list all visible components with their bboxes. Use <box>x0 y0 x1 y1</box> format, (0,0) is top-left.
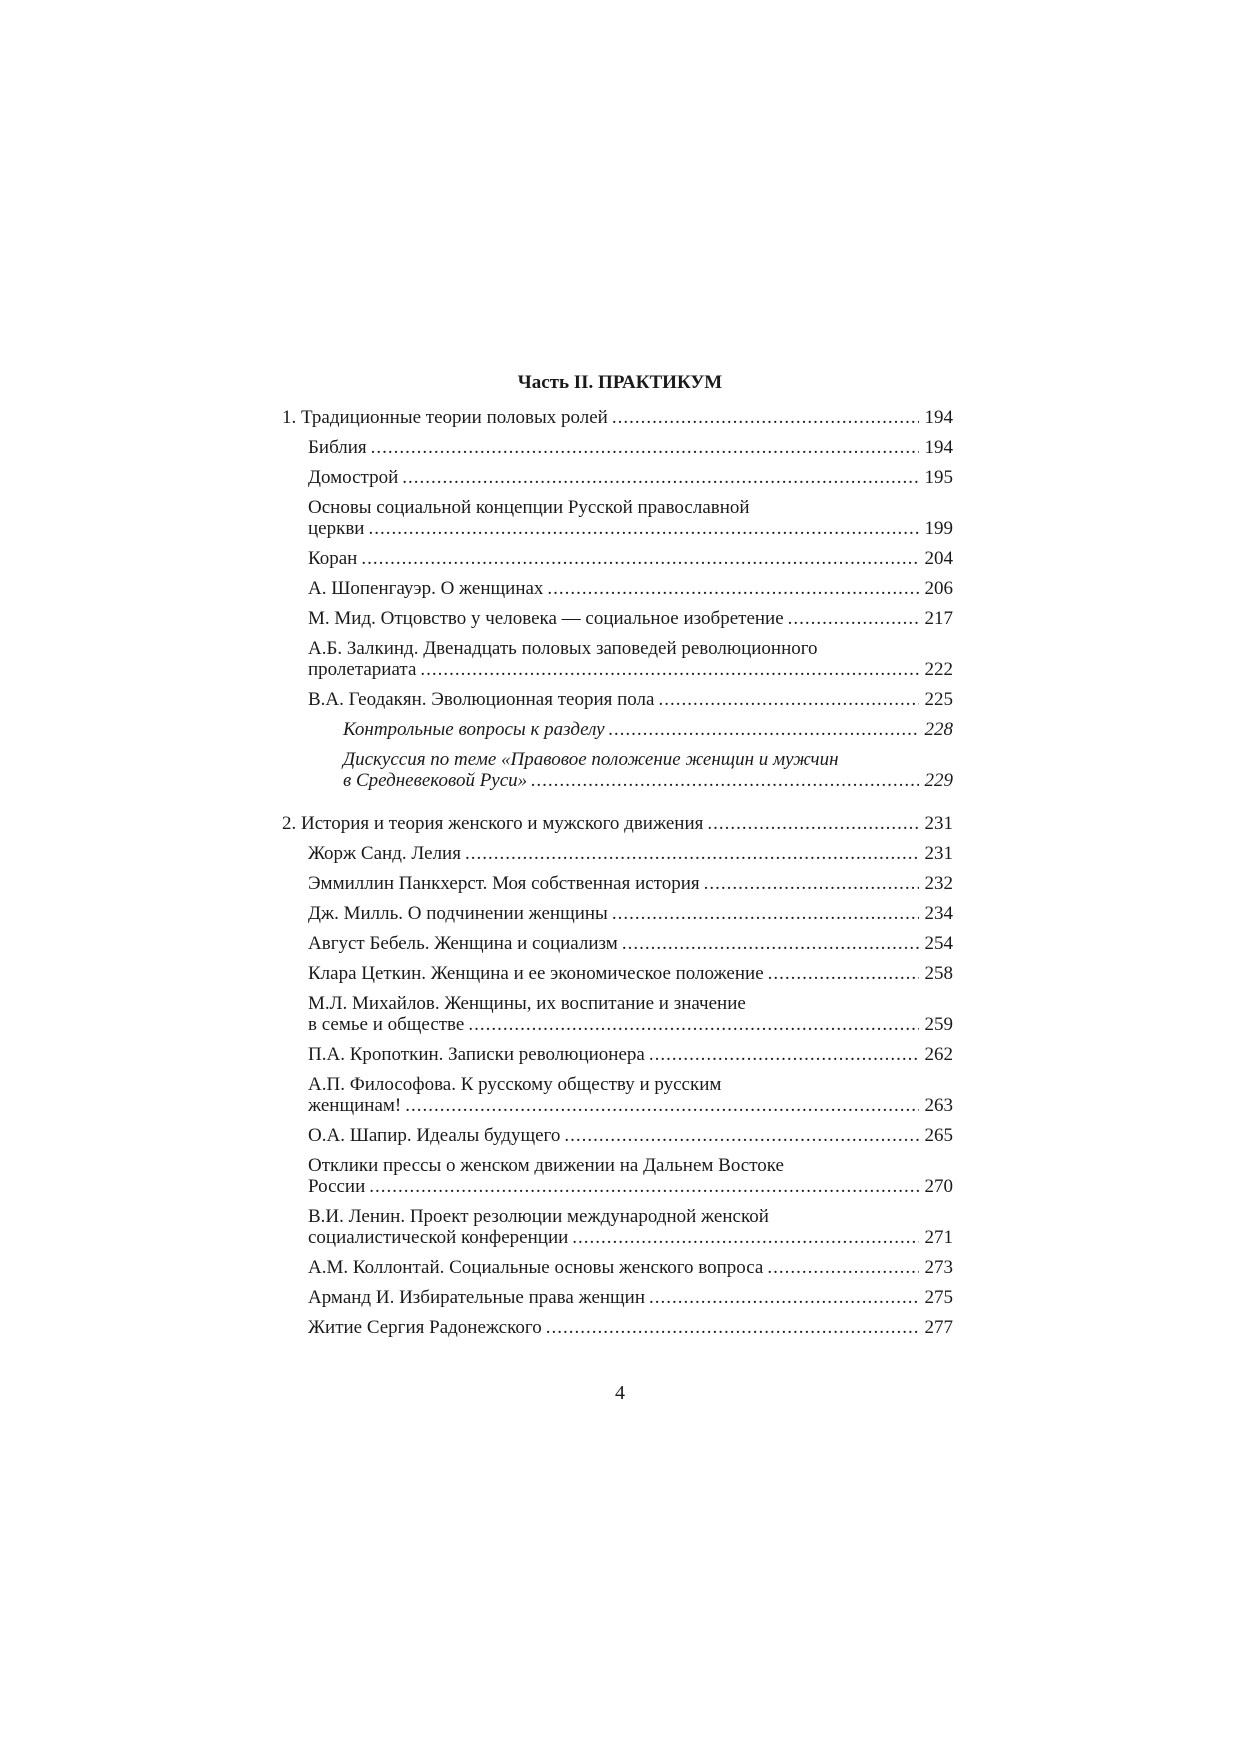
toc-entry-page-number: 262 <box>924 1044 953 1065</box>
toc-entry[interactable] <box>282 689 953 710</box>
toc-entry-page-number: 265 <box>924 1125 953 1146</box>
toc-entry-title: Жорж Санд. Лелия <box>308 843 461 864</box>
toc-entry-page-number: 270 <box>924 1176 953 1197</box>
page-number: 4 <box>615 1382 625 1404</box>
toc-entry-title-line: А.П. Философова. К русскому обществу и русским <box>308 1074 722 1095</box>
toc-entry-page-number: 231 <box>924 813 953 834</box>
toc-entry-title: О.А. Шапир. Идеалы будущего <box>308 1125 561 1146</box>
toc-entry-page-number: 229 <box>924 770 953 791</box>
dot-leader <box>547 578 918 599</box>
toc-entry-title-line: А.Б. Залкинд. Двенадцать половых заповедей революционного <box>308 638 818 659</box>
toc-entry[interactable] <box>282 437 953 458</box>
toc-entry[interactable] <box>282 1044 953 1065</box>
dot-leader <box>546 1317 919 1338</box>
toc-entry[interactable] <box>282 1317 953 1338</box>
dot-leader <box>767 1257 918 1278</box>
toc-entry-title: Арманд И. Избирательные права женщин <box>308 1287 646 1308</box>
toc-entry-page-number: 199 <box>924 518 953 539</box>
toc-entry-page-number: 204 <box>924 548 953 569</box>
toc-entry-page-number: 228 <box>924 719 953 740</box>
toc-entry-title-line: М.Л. Михайлов. Женщины, их воспитание и значение <box>308 993 746 1014</box>
toc-entry[interactable] <box>282 407 953 428</box>
toc-entry[interactable] <box>282 963 953 984</box>
dot-leader <box>612 903 919 924</box>
toc-entry[interactable] <box>282 1125 953 1146</box>
toc-entry-title-line: Основы социальной концепции Русской православной <box>308 497 750 518</box>
toc-entry-page-number: 217 <box>924 608 953 629</box>
toc-entry[interactable] <box>282 749 953 791</box>
dot-leader <box>768 963 919 984</box>
dot-leader <box>649 1044 919 1065</box>
dot-leader <box>658 689 918 710</box>
toc-entry-title: 2. История и теория женского и мужского движения <box>282 813 704 834</box>
toc-entry-title: А. Шопенгауэр. О женщинах <box>308 578 544 599</box>
toc-entry[interactable] <box>282 1074 953 1116</box>
toc-entry-title: Эммиллин Панкхерст. Моя собственная история <box>308 873 700 894</box>
toc-entry[interactable] <box>282 578 953 599</box>
dot-leader <box>612 407 919 428</box>
toc-entry[interactable] <box>282 719 953 740</box>
toc-entry-title: в Средневековой Руси» <box>343 770 528 791</box>
toc-entry-page-number: 271 <box>924 1227 953 1248</box>
toc-entry-title: Дж. Милль. О подчинении женщины <box>308 903 608 924</box>
toc-entry[interactable] <box>282 1287 953 1308</box>
toc-entry-page-number: 225 <box>924 689 953 710</box>
toc-entry[interactable] <box>282 467 953 488</box>
toc-entry-page-number: 206 <box>924 578 953 599</box>
toc-entry-title: женщинам! <box>308 1095 402 1116</box>
dot-leader <box>465 843 919 864</box>
toc-entry[interactable] <box>282 1155 953 1197</box>
toc-entry[interactable] <box>282 1206 953 1248</box>
dot-leader <box>402 467 918 488</box>
toc-entry-page-number: 194 <box>924 437 953 458</box>
dot-leader <box>420 659 918 680</box>
toc-entry-page-number: 234 <box>924 903 953 924</box>
toc-entry[interactable] <box>282 933 953 954</box>
toc-entry-page-number: 275 <box>924 1287 953 1308</box>
toc-entry[interactable] <box>282 608 953 629</box>
toc-entry-page-number: 222 <box>924 659 953 680</box>
toc-entry-title: А.М. Коллонтай. Социальные основы женского вопроса <box>308 1257 764 1278</box>
toc-entry-title: 1. Традиционные теории половых ролей <box>282 407 608 428</box>
dot-leader <box>704 873 919 894</box>
dot-leader <box>405 1095 918 1116</box>
toc-entry-page-number: 254 <box>924 933 953 954</box>
dot-leader <box>531 770 918 791</box>
toc-entry-title: М. Мид. Отцовство у человека — социальное изобретение <box>308 608 784 629</box>
toc-entry-title: В.А. Геодакян. Эволюционная теория пола <box>308 689 655 710</box>
toc-entry[interactable] <box>282 1257 953 1278</box>
toc-entry[interactable] <box>282 548 953 569</box>
toc-entry-title: в семье и обществе <box>308 1014 465 1035</box>
toc-entry-title: социалистической конференции <box>308 1227 569 1248</box>
toc-entry-page-number: 232 <box>924 873 953 894</box>
dot-leader <box>609 719 919 740</box>
toc-entry-title: церкви <box>308 518 365 539</box>
toc-entry-title: П.А. Кропоткин. Записки революционера <box>308 1044 645 1065</box>
toc-entry-page-number: 195 <box>924 467 953 488</box>
toc-entry-title-line: Дискуссия по теме «Правовое положение женщин и мужчин <box>343 749 839 770</box>
toc-entry[interactable] <box>282 873 953 894</box>
toc-entry-title: Коран <box>308 548 358 569</box>
toc-entry-title: Домострой <box>308 467 399 488</box>
toc-entry-title: Житие Сергия Радонежского <box>308 1317 542 1338</box>
dot-leader <box>788 608 919 629</box>
dot-leader <box>468 1014 918 1035</box>
toc-entry-title: Август Бебель. Женщина и социализм <box>308 933 618 954</box>
toc-entry[interactable] <box>282 843 953 864</box>
table-of-contents <box>282 407 953 1338</box>
toc-entry[interactable] <box>282 903 953 924</box>
toc-entry[interactable] <box>282 813 953 834</box>
toc-entry[interactable] <box>282 993 953 1035</box>
toc-entry-page-number: 263 <box>924 1095 953 1116</box>
toc-entry-title: Клара Цеткин. Женщина и ее экономическое положение <box>308 963 764 984</box>
dot-leader <box>361 548 918 569</box>
toc-entry-title-line: Отклики прессы о женском движении на Дальнем Востоке <box>308 1155 784 1176</box>
dot-leader <box>369 1176 918 1197</box>
toc-entry[interactable] <box>282 638 953 680</box>
dot-leader <box>622 933 919 954</box>
toc-entry[interactable] <box>282 497 953 539</box>
toc-entry-title: Библия <box>308 437 367 458</box>
toc-entry-page-number: 258 <box>924 963 953 984</box>
toc-entry-page-number: 277 <box>924 1317 953 1338</box>
toc-entry-title-line: В.И. Ленин. Проект резолюции международной женской <box>308 1206 769 1227</box>
toc-entry-page-number: 273 <box>924 1257 953 1278</box>
toc-entry-title: Контрольные вопросы к разделу <box>343 719 605 740</box>
toc-entry-title: пролетариата <box>308 659 417 680</box>
dot-leader <box>368 518 918 539</box>
toc-entry-page-number: 231 <box>924 843 953 864</box>
dot-leader <box>371 437 919 458</box>
dot-leader <box>649 1287 918 1308</box>
dot-leader <box>707 813 918 834</box>
toc-entry-page-number: 259 <box>924 1014 953 1035</box>
part-title: Часть II. ПРАКТИКУМ <box>517 372 723 393</box>
toc-entry-title: России <box>308 1176 366 1197</box>
dot-leader <box>572 1227 918 1248</box>
dot-leader <box>564 1125 918 1146</box>
toc-entry-page-number: 194 <box>924 407 953 428</box>
